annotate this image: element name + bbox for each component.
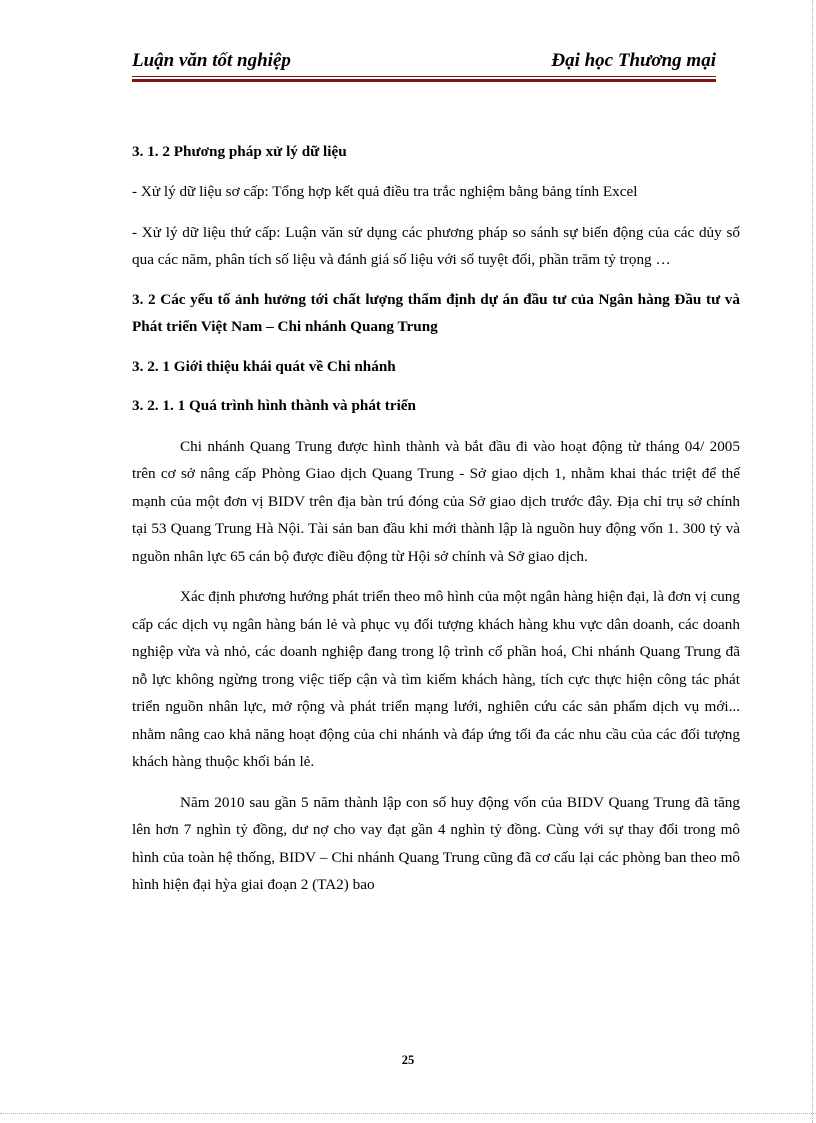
paragraph-primary-data: - Xử lý dữ liệu sơ cấp: Tổng hợp kết quả điều tra trắc nghiệm bằng bảng tính Excel (132, 183, 638, 200)
page-body (132, 138, 740, 899)
heading-3-1-2: 3. 1. 2 Phương pháp xử lý dữ liệu (132, 143, 347, 160)
heading-3-2-1: 3. 2. 1 Giới thiệu khái quát về Chi nhánh (132, 357, 396, 375)
header-rule-thick (132, 79, 716, 82)
heading-3-2-1-1: 3. 2. 1. 1 Quá trình hình thành và phát triển (132, 397, 416, 414)
page-right-border (812, 0, 813, 1123)
page-bottom-border (0, 1113, 816, 1114)
header-left-title: Luận văn tốt nghiệp (132, 50, 291, 71)
heading-3-2: 3. 2 Các yếu tố ảnh hưởng tới chất lượng thẩm định dự án đầu tư của Ngân hàng Đầu tư và Phát triển Việt Nam – Chi nhánh Quang Trung (132, 290, 740, 335)
paragraph-2010: Năm 2010 sau gần 5 năm thành lập con số huy động vốn của BIDV Quang Trung đã tăng lên hơn 7 nghìn tỷ đồng, dư nợ cho vay đạt gần 4 nghìn tỷ đồng. Cùng với sự thay đổi trong mô hình của toàn hệ thống, BIDV – Chi nhánh Quang Trung cũng đã cơ cấu lại các phòng ban theo mô hình hiện đại hỳa giai đoạn 2 (TA2) bao (132, 793, 740, 893)
header-right-title: Đại học Thương mại (551, 50, 716, 71)
paragraph-orientation: Xác định phương hướng phát triển theo mô hình của một ngân hàng hiện đại, là đơn vị cung cấp các dịch vụ ngân hàng bán lẻ và phục vụ đối tượng khách hàng khu vực dân doanh, các doanh nghiệp vừa và nhỏ, các doanh nghiệp đang trong lộ trình cổ phần hoá, Chi nhánh Quang Trung đã nỗ lực không ngừng trong việc tiếp cận và tìm kiếm khách hàng, tích cực thực hiện công tác phát triển nguồn nhân lực, mở rộng và phát triển mạng lưới, nghiên cứu các sản phẩm dịch vụ mới... nhằm nâng cao khả năng hoạt động của chi nhánh và đáp ứng tối đa các nhu cầu của các đối tượng khách hàng thuộc khối bán lẻ. (132, 588, 740, 770)
paragraph-secondary-data: - Xử lý dữ liệu thứ cấp: Luận văn sử dụng các phương pháp so sánh sự biến động của các dủy số qua các năm, phân tích số liệu và đánh giá số liệu với số tuyệt đối, phần trăm tỷ trọng … (132, 223, 740, 268)
page-number: 25 (401, 1053, 415, 1067)
header-rule-thin (132, 76, 716, 77)
paragraph-history: Chi nhánh Quang Trung được hình thành và bắt đầu đi vào hoạt động từ tháng 04/ 2005 trên cơ sở nâng cấp Phòng Giao dịch Quang Trung - Sở giao dịch 1, nhằm khai thác triệt để thế mạnh của một đơn vị BIDV trên địa bàn trú đóng của Sở giao dịch trước đây. Địa chỉ trụ sở chính tại 53 Quang Trung Hà Nội. Tài sản ban đầu khi mới thành lập là nguồn huy động vốn 1. 300 tỷ và nguồn nhân lực 65 cán bộ được điều động từ Hội sở chính và Sở giao dịch. (132, 437, 740, 565)
